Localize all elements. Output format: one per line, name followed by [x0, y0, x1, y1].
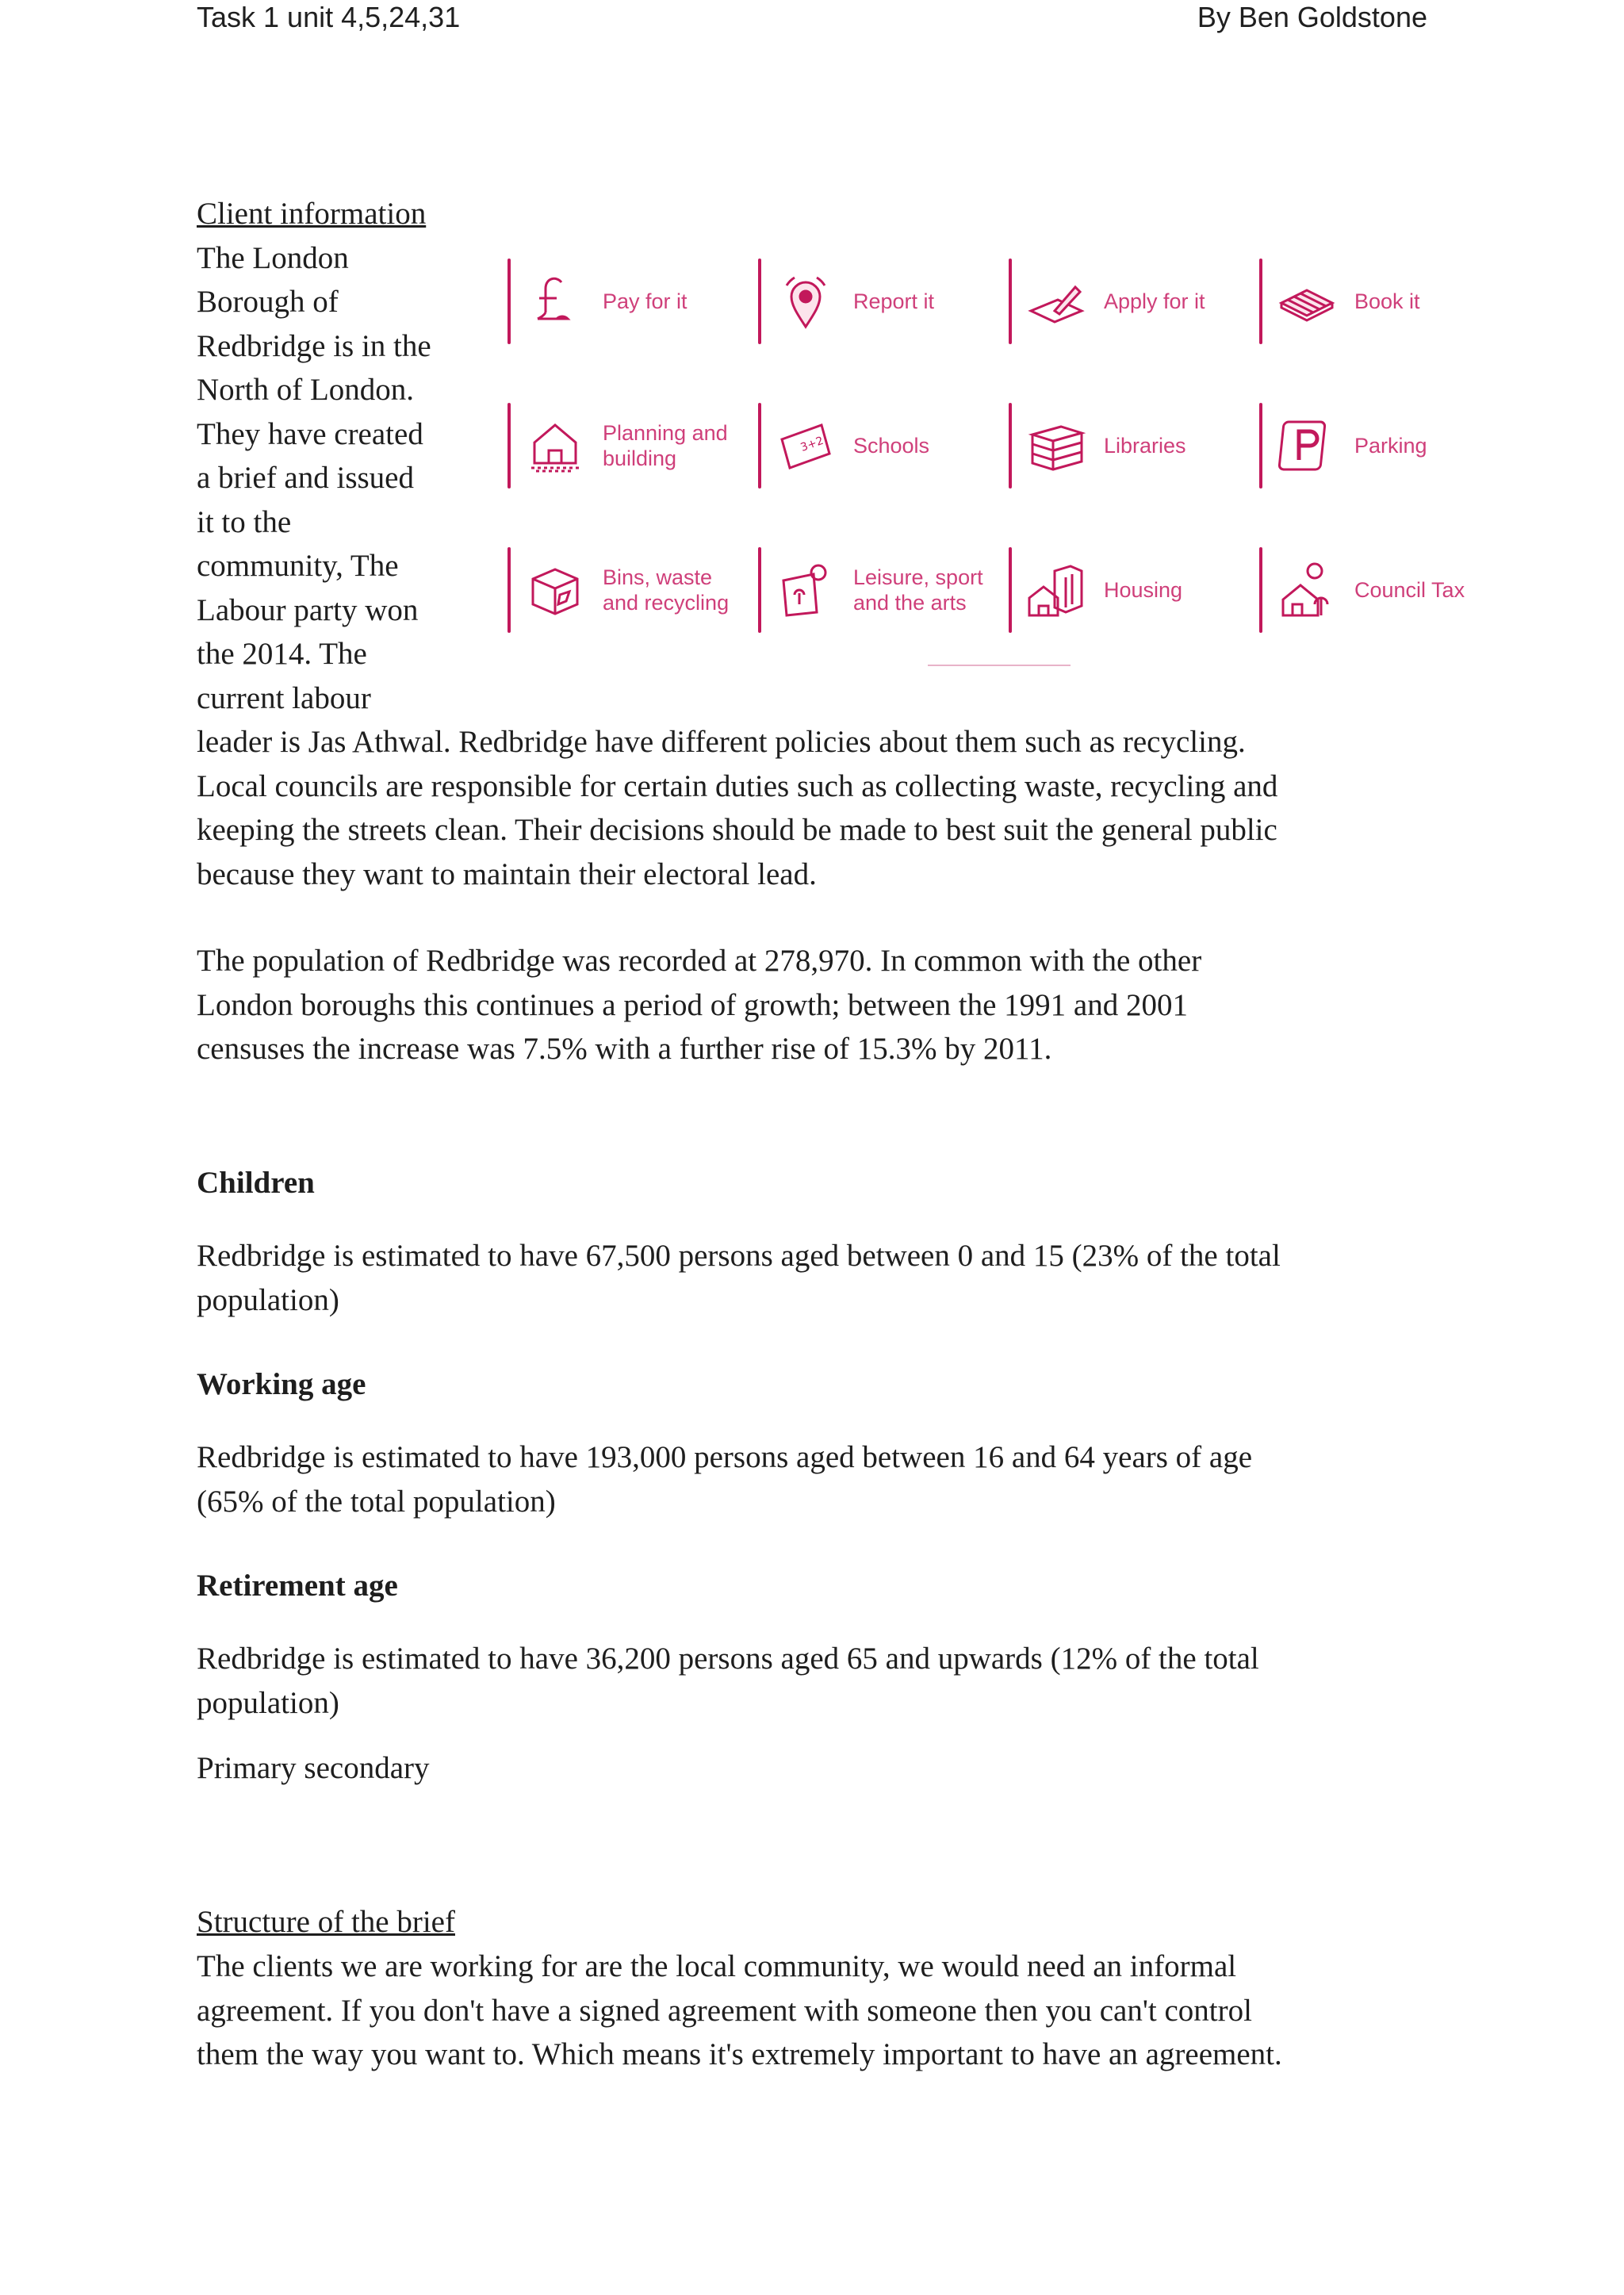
children-line: Redbridge is estimated to have 67,500 persons aged between 0 and 15 (23% of the total — [197, 1239, 1281, 1273]
client-line: Labour party won — [197, 592, 419, 627]
population-line: The population of Redbridge was recorded at 278,970. In common with the other — [197, 944, 1202, 978]
service-schools — [758, 403, 996, 490]
service-label: Book it — [1354, 289, 1420, 313]
divider — [1009, 403, 1012, 489]
retirement-age-heading: Retirement age — [197, 1569, 398, 1603]
service-report-it — [758, 259, 996, 346]
blackboard-icon — [776, 416, 836, 476]
leisure-icon — [776, 560, 836, 620]
client-line: Redbridge is in the — [197, 328, 431, 363]
divider — [758, 259, 761, 344]
working-age-paragraph — [197, 1435, 1434, 1523]
client-line: the 2014. The — [197, 637, 367, 671]
service-label: Bins, waste and recycling — [603, 565, 730, 615]
service-label: Apply for it — [1104, 289, 1205, 313]
divider — [508, 403, 511, 489]
author-name: By Ben Goldstone — [1197, 1, 1427, 33]
service-book-it — [1259, 259, 1497, 346]
brief-line: The clients we are working for are the local community, we would need an informal — [197, 1949, 1237, 1983]
service-label: Libraries — [1104, 434, 1186, 458]
service-parking — [1259, 403, 1497, 490]
client-line: current labour — [197, 680, 371, 715]
working-age-line: Redbridge is estimated to have 193,000 persons aged between 16 and 64 years of age — [197, 1440, 1253, 1474]
task-title: Task 1 unit 4,5,24,31 — [197, 1, 461, 33]
client-line: a brief and issued — [197, 461, 414, 495]
service-pay-for-it — [508, 259, 745, 346]
note-text: Primary secondary — [197, 1751, 430, 1785]
divider — [1259, 259, 1262, 344]
location-pin-icon — [776, 271, 836, 331]
page-header — [197, 0, 1427, 35]
divider — [1259, 403, 1262, 489]
client-line: community, The — [197, 549, 399, 583]
client-info-wrap — [197, 720, 1434, 896]
divider — [1009, 259, 1012, 344]
service-label: Parking — [1354, 434, 1427, 458]
children-line: population) — [197, 1282, 339, 1317]
pound-icon — [525, 271, 585, 331]
brief-line: them the way you want to. Which means it's extremely important to have an agreement. — [197, 2037, 1282, 2071]
calendar-icon — [1277, 271, 1337, 331]
working-age-line: (65% of the total population) — [197, 1484, 556, 1519]
divider — [758, 547, 761, 633]
svg-text:3+2: 3+2 — [799, 434, 825, 454]
brief-structure-heading: Structure of the brief — [197, 1905, 455, 1939]
client-line: The London — [197, 240, 349, 275]
service-bins — [508, 547, 745, 634]
client-line: North of London. — [197, 373, 415, 407]
divider — [508, 547, 511, 633]
council-services-graphic — [508, 259, 1507, 671]
service-label: Leisure, sport and the arts — [853, 565, 983, 615]
brief-line: agreement. If you don't have a signed agreement with someone then you can't control — [197, 1993, 1252, 2028]
population-paragraph — [197, 939, 1434, 1071]
service-label: Planning and building — [603, 421, 728, 470]
service-label: Report it — [853, 289, 935, 313]
parking-icon — [1277, 416, 1337, 476]
service-apply-for-it — [1009, 259, 1247, 346]
client-line: because they want to maintain their electoral lead. — [197, 856, 817, 891]
client-line: They have created — [197, 416, 423, 451]
divider — [508, 259, 511, 344]
population-line: censuses the increase was 7.5% with a further rise of 15.3% by 2011. — [197, 1032, 1052, 1066]
retirement-age-line: population) — [197, 1685, 339, 1720]
service-planning — [508, 403, 745, 490]
books-icon — [1026, 416, 1086, 476]
children-paragraph — [197, 1234, 1434, 1322]
council-tax-icon — [1277, 560, 1337, 620]
service-housing — [1009, 547, 1247, 634]
housing-icon — [1026, 560, 1086, 620]
retirement-age-line: Redbridge is estimated to have 36,200 persons aged 65 and upwards (12% of the total — [197, 1642, 1259, 1676]
pen-form-icon — [1026, 271, 1086, 331]
service-label: Council Tax — [1354, 578, 1465, 602]
client-line: Local councils are responsible for certain duties such as collecting waste, recycling and — [197, 768, 1278, 803]
client-info-heading: Client information — [197, 197, 427, 231]
client-line: it to the — [197, 504, 292, 539]
client-line: Borough of — [197, 285, 339, 319]
recycling-bin-icon — [525, 560, 585, 620]
service-council-tax — [1259, 547, 1497, 634]
population-line: London boroughs this continues a period of growth; between the 1991 and 2001 — [197, 987, 1188, 1022]
divider — [1009, 547, 1012, 633]
brief-structure-paragraph — [197, 1944, 1434, 2077]
service-leisure — [758, 547, 996, 634]
divider — [928, 665, 1071, 666]
service-label: Housing — [1104, 578, 1183, 602]
divider — [1259, 547, 1262, 633]
service-libraries — [1009, 403, 1247, 490]
retirement-age-paragraph — [197, 1637, 1434, 1725]
working-age-heading: Working age — [197, 1367, 366, 1401]
house-plan-icon — [525, 416, 585, 476]
client-info-column — [197, 192, 466, 720]
divider — [758, 403, 761, 489]
children-heading: Children — [197, 1166, 315, 1200]
service-label: Schools — [853, 434, 930, 458]
client-line: keeping the streets clean. Their decisions should be made to best suit the general public — [197, 813, 1277, 847]
service-label: Pay for it — [603, 289, 688, 313]
client-line: leader is Jas Athwal. Redbridge have different policies about them such as recycling. — [197, 725, 1246, 759]
